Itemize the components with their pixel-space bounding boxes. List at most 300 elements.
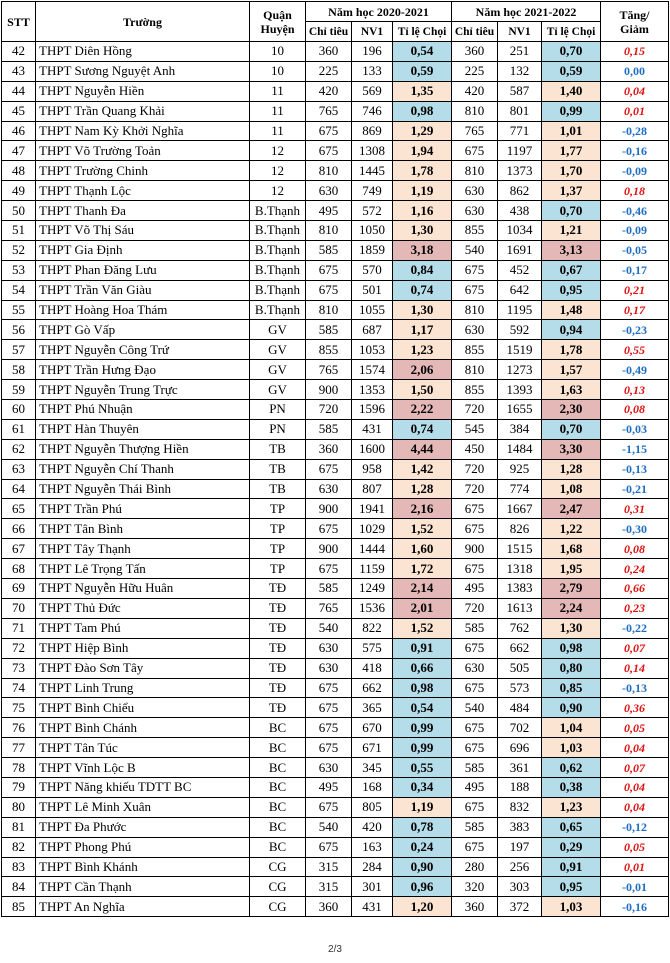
nv1-2020: 807: [352, 479, 393, 499]
nv1-2021: 832: [498, 797, 542, 817]
row-stt: 67: [2, 539, 36, 559]
district: 10: [250, 42, 306, 62]
ratio-2020: 0,66: [393, 658, 452, 678]
row-stt: 64: [2, 479, 36, 499]
change-value: -0,05: [601, 240, 669, 260]
district: TP: [250, 559, 306, 579]
quota-2020: 420: [306, 81, 352, 101]
header-school: Trường: [36, 2, 250, 42]
nv1-2020: 1536: [352, 598, 393, 618]
nv1-2020: 365: [352, 698, 393, 718]
school-name: THPT Lê Minh Xuân: [36, 797, 250, 817]
table-row: [2, 260, 669, 280]
ratio-2021: 0,65: [542, 817, 601, 837]
quota-2020: 675: [306, 678, 352, 698]
nv1-2021: 771: [498, 121, 542, 141]
ratio-2020: 1,60: [393, 539, 452, 559]
ratio-2020: 0,98: [393, 678, 452, 698]
ratio-2021: 0,98: [542, 638, 601, 658]
ratio-2020: 0,96: [393, 877, 452, 897]
table-row: [2, 837, 669, 857]
ratio-2020: 3,18: [393, 240, 452, 260]
table-row: [2, 340, 669, 360]
row-stt: 54: [2, 280, 36, 300]
quota-2020: 675: [306, 519, 352, 539]
school-name: THPT Hàn Thuyên: [36, 419, 250, 439]
change-value: -0,12: [601, 817, 669, 837]
quota-2021: 675: [452, 499, 498, 519]
nv1-2020: 570: [352, 260, 393, 280]
ratio-2021: 2,24: [542, 598, 601, 618]
school-name: THPT Linh Trung: [36, 678, 250, 698]
ratio-2021: 1,22: [542, 519, 601, 539]
change-value: 0,05: [601, 718, 669, 738]
ratio-2020: 1,52: [393, 618, 452, 638]
quota-2020: 630: [306, 638, 352, 658]
quota-2020: 900: [306, 499, 352, 519]
quota-2020: 675: [306, 718, 352, 738]
change-value: 0,04: [601, 797, 669, 817]
school-name: THPT Nguyễn Chí Thanh: [36, 459, 250, 479]
nv1-2021: 383: [498, 817, 542, 837]
quota-2020: 765: [306, 598, 352, 618]
school-name: THPT Nguyễn Thượng Hiền: [36, 439, 250, 459]
school-name: THPT Tây Thạnh: [36, 539, 250, 559]
quota-2021: 900: [452, 539, 498, 559]
school-name: THPT Tân Túc: [36, 738, 250, 758]
quota-2021: 675: [452, 559, 498, 579]
nv1-2021: 361: [498, 758, 542, 778]
quota-2021: 420: [452, 81, 498, 101]
ratio-2020: 4,44: [393, 439, 452, 459]
row-stt: 51: [2, 221, 36, 241]
nv1-2020: 1574: [352, 360, 393, 380]
nv1-2021: 505: [498, 658, 542, 678]
school-name: THPT Nguyễn Hữu Huân: [36, 579, 250, 599]
nv1-2020: 572: [352, 201, 393, 221]
ratio-2020: 0,74: [393, 419, 452, 439]
ratio-2021: 1,01: [542, 121, 601, 141]
nv1-2020: 1859: [352, 240, 393, 260]
school-name: THPT Gia Định: [36, 240, 250, 260]
ratio-2020: 0,99: [393, 738, 452, 758]
school-name: THPT Phan Đăng Lưu: [36, 260, 250, 280]
quota-2021: 675: [452, 718, 498, 738]
nv1-2020: 284: [352, 857, 393, 877]
row-stt: 62: [2, 439, 36, 459]
table-body: [2, 42, 669, 917]
quota-2020: 810: [306, 161, 352, 181]
nv1-2021: 1273: [498, 360, 542, 380]
district: PN: [250, 419, 306, 439]
table-row: [2, 499, 669, 519]
row-stt: 77: [2, 738, 36, 758]
district: CG: [250, 857, 306, 877]
district: TĐ: [250, 698, 306, 718]
change-value: -0,23: [601, 320, 669, 340]
quota-2021: 810: [452, 101, 498, 121]
quota-2021: 855: [452, 340, 498, 360]
header-quota-2021: Chỉ tiêu: [452, 22, 498, 42]
ratio-2021: 1,03: [542, 738, 601, 758]
quota-2021: 855: [452, 221, 498, 241]
ratio-2020: 1,19: [393, 797, 452, 817]
nv1-2020: 1249: [352, 579, 393, 599]
change-value: -0,30: [601, 519, 669, 539]
district: GV: [250, 360, 306, 380]
table-row: [2, 817, 669, 837]
school-name: THPT Vĩnh Lộc B: [36, 758, 250, 778]
school-name: THPT Diên Hồng: [36, 42, 250, 62]
row-stt: 55: [2, 300, 36, 320]
row-stt: 57: [2, 340, 36, 360]
ratio-2021: 1,30: [542, 618, 601, 638]
quota-2020: 585: [306, 579, 352, 599]
ratio-2021: 1,78: [542, 340, 601, 360]
ratio-2020: 1,17: [393, 320, 452, 340]
header-district: Quận Huyện: [250, 2, 306, 42]
ratio-2020: 0,54: [393, 698, 452, 718]
quota-2021: 720: [452, 598, 498, 618]
nv1-2021: 438: [498, 201, 542, 221]
quota-2021: 675: [452, 141, 498, 161]
table-row: [2, 459, 669, 479]
quota-2021: 765: [452, 121, 498, 141]
district: BC: [250, 777, 306, 797]
school-name: THPT Phong Phú: [36, 837, 250, 857]
nv1-2021: 1197: [498, 141, 542, 161]
change-value: 0,04: [601, 738, 669, 758]
quota-2021: 450: [452, 439, 498, 459]
district: B.Thạnh: [250, 240, 306, 260]
nv1-2020: 1445: [352, 161, 393, 181]
nv1-2020: 1444: [352, 539, 393, 559]
nv1-2020: 746: [352, 101, 393, 121]
nv1-2021: 251: [498, 42, 542, 62]
quota-2020: 810: [306, 221, 352, 241]
district: TB: [250, 479, 306, 499]
table-row: [2, 758, 669, 778]
quota-2021: 360: [452, 42, 498, 62]
change-value: 0,66: [601, 579, 669, 599]
district: BC: [250, 738, 306, 758]
ratio-2020: 1,78: [393, 161, 452, 181]
nv1-2020: 671: [352, 738, 393, 758]
table-row: [2, 698, 669, 718]
nv1-2020: 670: [352, 718, 393, 738]
nv1-2020: 301: [352, 877, 393, 897]
quota-2020: 360: [306, 897, 352, 917]
change-value: 0,07: [601, 758, 669, 778]
table-row: [2, 638, 669, 658]
nv1-2021: 197: [498, 837, 542, 857]
quota-2021: 810: [452, 360, 498, 380]
school-name: THPT Thanh Đa: [36, 201, 250, 221]
change-value: 0,13: [601, 380, 669, 400]
change-value: -0,13: [601, 459, 669, 479]
header-year-2021-2022: Năm học 2021-2022: [452, 2, 601, 22]
table-row: [2, 559, 669, 579]
ratio-2020: 1,29: [393, 121, 452, 141]
ratio-2020: 1,19: [393, 181, 452, 201]
school-name: THPT Đào Sơn Tây: [36, 658, 250, 678]
table-row: [2, 777, 669, 797]
row-stt: 60: [2, 400, 36, 420]
header-quota-2020: Chỉ tiêu: [306, 22, 352, 42]
quota-2021: 585: [452, 758, 498, 778]
ratio-2021: 1,04: [542, 718, 601, 738]
quota-2020: 675: [306, 559, 352, 579]
row-stt: 48: [2, 161, 36, 181]
quota-2020: 675: [306, 837, 352, 857]
nv1-2021: 1195: [498, 300, 542, 320]
header-nv1-2021: NV1: [498, 22, 542, 42]
ratio-2021: 2,79: [542, 579, 601, 599]
admission-ratio-table: [1, 1, 669, 917]
school-name: THPT Trần Văn Giàu: [36, 280, 250, 300]
nv1-2020: 501: [352, 280, 393, 300]
quota-2021: 675: [452, 280, 498, 300]
table-row: [2, 221, 669, 241]
row-stt: 63: [2, 459, 36, 479]
change-value: -0,46: [601, 201, 669, 221]
row-stt: 46: [2, 121, 36, 141]
quota-2020: 540: [306, 618, 352, 638]
ratio-2020: 2,16: [393, 499, 452, 519]
district: CG: [250, 897, 306, 917]
quota-2021: 720: [452, 479, 498, 499]
district: TP: [250, 499, 306, 519]
district: 11: [250, 121, 306, 141]
quota-2021: 675: [452, 738, 498, 758]
ratio-2021: 0,70: [542, 42, 601, 62]
nv1-2021: 762: [498, 618, 542, 638]
ratio-2021: 0,67: [542, 260, 601, 280]
quota-2021: 675: [452, 678, 498, 698]
ratio-2020: 1,35: [393, 81, 452, 101]
nv1-2021: 662: [498, 638, 542, 658]
header-year-2020-2021: Năm học 2020-2021: [306, 2, 452, 22]
nv1-2021: 132: [498, 61, 542, 81]
ratio-2021: 2,30: [542, 400, 601, 420]
ratio-2021: 1,57: [542, 360, 601, 380]
nv1-2021: 1667: [498, 499, 542, 519]
nv1-2021: 642: [498, 280, 542, 300]
nv1-2021: 372: [498, 897, 542, 917]
quota-2021: 585: [452, 817, 498, 837]
nv1-2020: 1053: [352, 340, 393, 360]
nv1-2021: 1613: [498, 598, 542, 618]
district: PN: [250, 400, 306, 420]
school-name: THPT Hiệp Bình: [36, 638, 250, 658]
school-name: THPT Thủ Đức: [36, 598, 250, 618]
header-nv1-2020: NV1: [352, 22, 393, 42]
district: 12: [250, 141, 306, 161]
table-row: [2, 320, 669, 340]
row-stt: 59: [2, 380, 36, 400]
header-stt: STT: [2, 2, 36, 42]
quota-2021: 810: [452, 161, 498, 181]
table-row: [2, 857, 669, 877]
quota-2020: 900: [306, 539, 352, 559]
ratio-2021: 1,70: [542, 161, 601, 181]
quota-2021: 720: [452, 459, 498, 479]
ratio-2020: 0,59: [393, 61, 452, 81]
district: GV: [250, 320, 306, 340]
row-stt: 85: [2, 897, 36, 917]
change-value: 0,04: [601, 81, 669, 101]
nv1-2020: 1308: [352, 141, 393, 161]
nv1-2021: 826: [498, 519, 542, 539]
ratio-2020: 1,30: [393, 300, 452, 320]
district: TĐ: [250, 598, 306, 618]
school-name: THPT Trường Chinh: [36, 161, 250, 181]
table-row: [2, 81, 669, 101]
quota-2020: 675: [306, 121, 352, 141]
quota-2020: 495: [306, 201, 352, 221]
ratio-2021: 1,28: [542, 459, 601, 479]
school-name: THPT Năng khiếu TDTT BC: [36, 777, 250, 797]
nv1-2020: 1600: [352, 439, 393, 459]
district: TĐ: [250, 678, 306, 698]
change-value: -0,16: [601, 897, 669, 917]
ratio-2020: 0,54: [393, 42, 452, 62]
row-stt: 43: [2, 61, 36, 81]
school-name: THPT Gò Vấp: [36, 320, 250, 340]
school-name: THPT Trần Quang Khải: [36, 101, 250, 121]
nv1-2020: 345: [352, 758, 393, 778]
quota-2020: 675: [306, 459, 352, 479]
nv1-2020: 1159: [352, 559, 393, 579]
row-stt: 83: [2, 857, 36, 877]
ratio-2021: 1,37: [542, 181, 601, 201]
district: B.Thạnh: [250, 201, 306, 221]
nv1-2020: 687: [352, 320, 393, 340]
school-name: THPT Võ Trường Toản: [36, 141, 250, 161]
quota-2020: 765: [306, 360, 352, 380]
ratio-2021: 1,21: [542, 221, 601, 241]
school-name: THPT Bình Chánh: [36, 718, 250, 738]
row-stt: 80: [2, 797, 36, 817]
change-value: -0,13: [601, 678, 669, 698]
change-value: -0,21: [601, 479, 669, 499]
ratio-2020: 1,16: [393, 201, 452, 221]
school-name: THPT Đa Phước: [36, 817, 250, 837]
quota-2021: 675: [452, 519, 498, 539]
nv1-2021: 1655: [498, 400, 542, 420]
ratio-2021: 2,47: [542, 499, 601, 519]
quota-2021: 545: [452, 419, 498, 439]
district: TP: [250, 519, 306, 539]
table-row: [2, 439, 669, 459]
school-name: THPT Tân Bình: [36, 519, 250, 539]
nv1-2020: 1050: [352, 221, 393, 241]
quota-2020: 585: [306, 240, 352, 260]
nv1-2021: 1393: [498, 380, 542, 400]
table-row: [2, 598, 669, 618]
ratio-2020: 1,23: [393, 340, 452, 360]
nv1-2020: 1596: [352, 400, 393, 420]
quota-2021: 675: [452, 638, 498, 658]
ratio-2020: 1,52: [393, 519, 452, 539]
district: GV: [250, 340, 306, 360]
nv1-2020: 569: [352, 81, 393, 101]
change-value: 0,07: [601, 638, 669, 658]
nv1-2021: 1318: [498, 559, 542, 579]
ratio-2020: 2,14: [393, 579, 452, 599]
change-value: 0,01: [601, 857, 669, 877]
change-value: 0,17: [601, 300, 669, 320]
change-value: 0,14: [601, 658, 669, 678]
ratio-2021: 0,62: [542, 758, 601, 778]
school-name: THPT Cần Thạnh: [36, 877, 250, 897]
quota-2021: 675: [452, 260, 498, 280]
nv1-2020: 662: [352, 678, 393, 698]
quota-2021: 360: [452, 897, 498, 917]
row-stt: 73: [2, 658, 36, 678]
quota-2021: 495: [452, 777, 498, 797]
change-value: 0,00: [601, 61, 669, 81]
table-row: [2, 738, 669, 758]
ratio-2021: 0,29: [542, 837, 601, 857]
table-row: [2, 718, 669, 738]
quota-2021: 810: [452, 300, 498, 320]
row-stt: 72: [2, 638, 36, 658]
ratio-2020: 1,42: [393, 459, 452, 479]
ratio-2021: 1,08: [542, 479, 601, 499]
nv1-2020: 1055: [352, 300, 393, 320]
nv1-2020: 749: [352, 181, 393, 201]
change-value: 0,36: [601, 698, 669, 718]
table-row: [2, 419, 669, 439]
row-stt: 75: [2, 698, 36, 718]
district: BC: [250, 837, 306, 857]
quota-2020: 765: [306, 101, 352, 121]
nv1-2021: 303: [498, 877, 542, 897]
ratio-2020: 2,22: [393, 400, 452, 420]
table-row: [2, 400, 669, 420]
change-value: -0,49: [601, 360, 669, 380]
ratio-2021: 3,30: [542, 439, 601, 459]
nv1-2021: 801: [498, 101, 542, 121]
nv1-2020: 431: [352, 897, 393, 917]
ratio-2020: 0,74: [393, 280, 452, 300]
row-stt: 84: [2, 877, 36, 897]
nv1-2021: 573: [498, 678, 542, 698]
row-stt: 56: [2, 320, 36, 340]
table-row: [2, 539, 669, 559]
nv1-2021: 452: [498, 260, 542, 280]
ratio-2020: 0,99: [393, 718, 452, 738]
ratio-2021: 1,48: [542, 300, 601, 320]
quota-2020: 675: [306, 260, 352, 280]
ratio-2021: 3,13: [542, 240, 601, 260]
quota-2021: 280: [452, 857, 498, 877]
district: B.Thạnh: [250, 300, 306, 320]
district: 12: [250, 161, 306, 181]
header-change: Tăng/ Giảm: [601, 2, 669, 42]
row-stt: 61: [2, 419, 36, 439]
nv1-2021: 256: [498, 857, 542, 877]
school-name: THPT Nguyễn Thái Bình: [36, 479, 250, 499]
quota-2020: 720: [306, 400, 352, 420]
header-ratio-2020: Tỉ lệ Chọi: [393, 22, 452, 42]
row-stt: 71: [2, 618, 36, 638]
table-row: [2, 380, 669, 400]
quota-2021: 585: [452, 618, 498, 638]
quota-2021: 630: [452, 181, 498, 201]
district: TĐ: [250, 638, 306, 658]
